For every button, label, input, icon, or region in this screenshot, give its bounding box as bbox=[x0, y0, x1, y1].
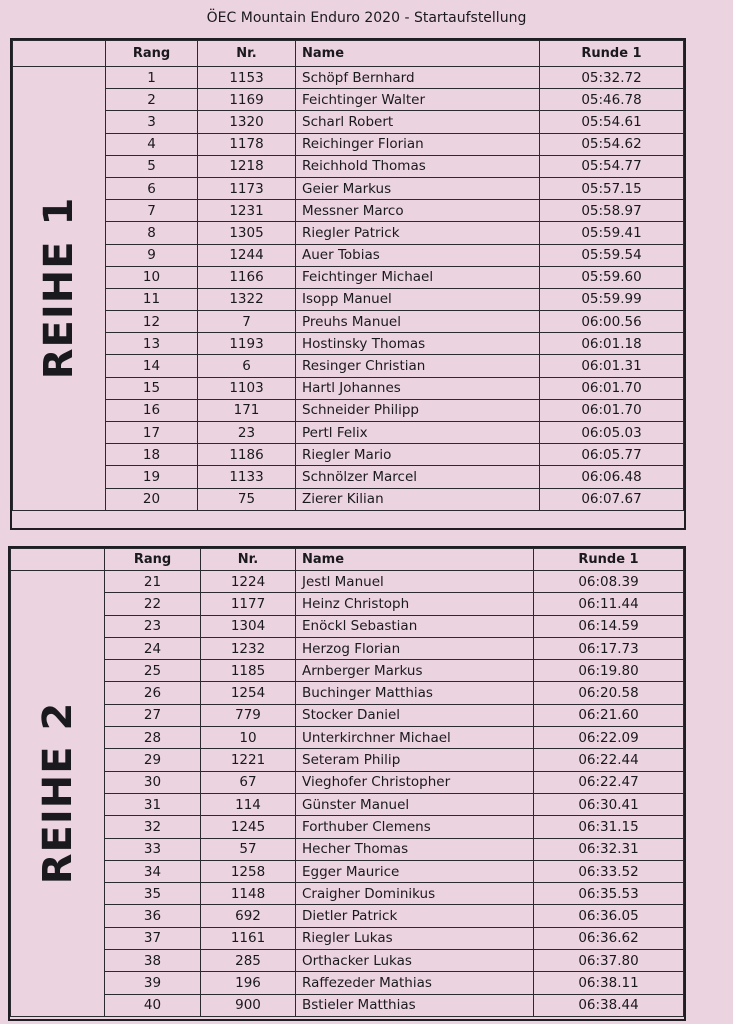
nr-cell: 1148 bbox=[201, 883, 296, 905]
group-block-2 bbox=[8, 546, 686, 1021]
nr-cell: 114 bbox=[201, 793, 296, 815]
header-rang: Rang bbox=[106, 41, 198, 67]
header-row bbox=[13, 41, 684, 67]
nr-cell: 1254 bbox=[201, 682, 296, 704]
group-label: REIHE 2 bbox=[34, 702, 81, 885]
time-cell: 06:36.05 bbox=[534, 905, 684, 927]
table-row bbox=[13, 244, 684, 266]
table-row bbox=[11, 660, 684, 682]
nr-cell: 692 bbox=[201, 905, 296, 927]
nr-cell: 1177 bbox=[201, 593, 296, 615]
table-row bbox=[11, 793, 684, 815]
name-cell: Hecher Thomas bbox=[296, 838, 534, 860]
name-cell: Forthuber Clemens bbox=[296, 816, 534, 838]
rang-cell: 36 bbox=[105, 905, 201, 927]
nr-cell: 1178 bbox=[198, 133, 296, 155]
rang-cell: 34 bbox=[105, 860, 201, 882]
nr-cell: 1153 bbox=[198, 67, 296, 89]
time-cell: 06:01.70 bbox=[540, 399, 684, 421]
name-cell: Reichhold Thomas bbox=[296, 155, 540, 177]
nr-cell: 1133 bbox=[198, 466, 296, 488]
time-cell: 06:05.77 bbox=[540, 444, 684, 466]
name-cell: Seteram Philip bbox=[296, 749, 534, 771]
table-row bbox=[13, 222, 684, 244]
rang-cell: 37 bbox=[105, 927, 201, 949]
name-cell: Riegler Patrick bbox=[296, 222, 540, 244]
table-row bbox=[13, 311, 684, 333]
header-rang: Rang bbox=[105, 549, 201, 571]
nr-cell: 6 bbox=[198, 355, 296, 377]
nr-cell: 900 bbox=[201, 994, 296, 1016]
name-cell: Orthacker Lukas bbox=[296, 950, 534, 972]
table-row bbox=[13, 422, 684, 444]
name-cell: Buchinger Matthias bbox=[296, 682, 534, 704]
nr-cell: 1186 bbox=[198, 444, 296, 466]
name-cell: Messner Marco bbox=[296, 200, 540, 222]
rang-cell: 14 bbox=[106, 355, 198, 377]
header-name: Name bbox=[296, 41, 540, 67]
table-row bbox=[11, 682, 684, 704]
rang-cell: 1 bbox=[106, 67, 198, 89]
rang-cell: 21 bbox=[105, 571, 201, 593]
rang-cell: 32 bbox=[105, 816, 201, 838]
table-row bbox=[13, 177, 684, 199]
nr-cell: 1305 bbox=[198, 222, 296, 244]
table-row bbox=[13, 133, 684, 155]
nr-cell: 1231 bbox=[198, 200, 296, 222]
name-cell: Geier Markus bbox=[296, 177, 540, 199]
rang-cell: 11 bbox=[106, 288, 198, 310]
time-cell: 06:00.56 bbox=[540, 311, 684, 333]
header-runde: Runde 1 bbox=[540, 41, 684, 67]
name-cell: Resinger Christian bbox=[296, 355, 540, 377]
rang-cell: 18 bbox=[106, 444, 198, 466]
time-cell: 05:32.72 bbox=[540, 67, 684, 89]
header-row bbox=[11, 549, 684, 571]
table-row bbox=[11, 883, 684, 905]
time-cell: 06:38.11 bbox=[534, 972, 684, 994]
nr-cell: 1173 bbox=[198, 177, 296, 199]
time-cell: 05:57.15 bbox=[540, 177, 684, 199]
name-cell: Scharl Robert bbox=[296, 111, 540, 133]
time-cell: 05:46.78 bbox=[540, 89, 684, 111]
name-cell: Riegler Lukas bbox=[296, 927, 534, 949]
rang-cell: 2 bbox=[106, 89, 198, 111]
time-cell: 06:14.59 bbox=[534, 615, 684, 637]
nr-cell: 10 bbox=[201, 727, 296, 749]
nr-cell: 1103 bbox=[198, 377, 296, 399]
results-table-1 bbox=[12, 40, 684, 511]
rang-cell: 3 bbox=[106, 111, 198, 133]
time-cell: 06:22.09 bbox=[534, 727, 684, 749]
name-cell: Unterkirchner Michael bbox=[296, 727, 534, 749]
name-cell: Reichinger Florian bbox=[296, 133, 540, 155]
table-row bbox=[13, 377, 684, 399]
table-row bbox=[11, 838, 684, 860]
name-cell: Schneider Philipp bbox=[296, 399, 540, 421]
nr-cell: 1304 bbox=[201, 615, 296, 637]
nr-cell: 1161 bbox=[201, 927, 296, 949]
nr-cell: 779 bbox=[201, 704, 296, 726]
rang-cell: 29 bbox=[105, 749, 201, 771]
nr-cell: 1218 bbox=[198, 155, 296, 177]
header-blank bbox=[11, 549, 105, 571]
table-row bbox=[13, 288, 684, 310]
table-row bbox=[13, 488, 684, 510]
table-row bbox=[13, 67, 684, 89]
time-cell: 06:32.31 bbox=[534, 838, 684, 860]
name-cell: Stocker Daniel bbox=[296, 704, 534, 726]
nr-cell: 1193 bbox=[198, 333, 296, 355]
time-cell: 06:07.67 bbox=[540, 488, 684, 510]
rang-cell: 10 bbox=[106, 266, 198, 288]
table-row bbox=[11, 927, 684, 949]
name-cell: Schöpf Bernhard bbox=[296, 67, 540, 89]
name-cell: Enöckl Sebastian bbox=[296, 615, 534, 637]
name-cell: Günster Manuel bbox=[296, 793, 534, 815]
nr-cell: 7 bbox=[198, 311, 296, 333]
nr-cell: 1258 bbox=[201, 860, 296, 882]
rang-cell: 39 bbox=[105, 972, 201, 994]
table-row bbox=[11, 905, 684, 927]
header-runde: Runde 1 bbox=[534, 549, 684, 571]
rang-cell: 17 bbox=[106, 422, 198, 444]
rang-cell: 26 bbox=[105, 682, 201, 704]
time-cell: 06:21.60 bbox=[534, 704, 684, 726]
name-cell: Feichtinger Walter bbox=[296, 89, 540, 111]
nr-cell: 1244 bbox=[198, 244, 296, 266]
rang-cell: 4 bbox=[106, 133, 198, 155]
time-cell: 05:58.97 bbox=[540, 200, 684, 222]
group-label-cell bbox=[11, 571, 105, 1017]
rang-cell: 5 bbox=[106, 155, 198, 177]
nr-cell: 196 bbox=[201, 972, 296, 994]
table-row bbox=[13, 266, 684, 288]
time-cell: 06:05.03 bbox=[540, 422, 684, 444]
rang-cell: 6 bbox=[106, 177, 198, 199]
rang-cell: 24 bbox=[105, 637, 201, 659]
nr-cell: 1169 bbox=[198, 89, 296, 111]
table-row bbox=[11, 771, 684, 793]
time-cell: 06:37.80 bbox=[534, 950, 684, 972]
name-cell: Herzog Florian bbox=[296, 637, 534, 659]
time-cell: 06:38.44 bbox=[534, 994, 684, 1016]
name-cell: Hartl Johannes bbox=[296, 377, 540, 399]
nr-cell: 171 bbox=[198, 399, 296, 421]
table-row bbox=[13, 333, 684, 355]
time-cell: 06:22.47 bbox=[534, 771, 684, 793]
time-cell: 05:59.99 bbox=[540, 288, 684, 310]
rang-cell: 19 bbox=[106, 466, 198, 488]
name-cell: Zierer Kilian bbox=[296, 488, 540, 510]
nr-cell: 1224 bbox=[201, 571, 296, 593]
time-cell: 06:01.31 bbox=[540, 355, 684, 377]
name-cell: Jestl Manuel bbox=[296, 571, 534, 593]
nr-cell: 57 bbox=[201, 838, 296, 860]
name-cell: Isopp Manuel bbox=[296, 288, 540, 310]
nr-cell: 1322 bbox=[198, 288, 296, 310]
table-row bbox=[13, 155, 684, 177]
nr-cell: 1320 bbox=[198, 111, 296, 133]
name-cell: Dietler Patrick bbox=[296, 905, 534, 927]
header-nr: Nr. bbox=[201, 549, 296, 571]
time-cell: 06:17.73 bbox=[534, 637, 684, 659]
time-cell: 06:06.48 bbox=[540, 466, 684, 488]
table-row bbox=[11, 749, 684, 771]
results-table-2 bbox=[10, 548, 684, 1017]
rang-cell: 27 bbox=[105, 704, 201, 726]
table-row bbox=[11, 860, 684, 882]
name-cell: Bstieler Matthias bbox=[296, 994, 534, 1016]
table-row bbox=[13, 200, 684, 222]
table-row bbox=[13, 399, 684, 421]
table-row bbox=[13, 89, 684, 111]
nr-cell: 285 bbox=[201, 950, 296, 972]
time-cell: 05:59.54 bbox=[540, 244, 684, 266]
name-cell: Preuhs Manuel bbox=[296, 311, 540, 333]
table-row bbox=[13, 355, 684, 377]
time-cell: 05:59.60 bbox=[540, 266, 684, 288]
name-cell: Hostinsky Thomas bbox=[296, 333, 540, 355]
rang-cell: 7 bbox=[106, 200, 198, 222]
rang-cell: 23 bbox=[105, 615, 201, 637]
name-cell: Raffezeder Mathias bbox=[296, 972, 534, 994]
rang-cell: 22 bbox=[105, 593, 201, 615]
name-cell: Arnberger Markus bbox=[296, 660, 534, 682]
time-cell: 06:20.58 bbox=[534, 682, 684, 704]
header-name: Name bbox=[296, 549, 534, 571]
table-row bbox=[11, 593, 684, 615]
time-cell: 05:54.61 bbox=[540, 111, 684, 133]
rang-cell: 13 bbox=[106, 333, 198, 355]
time-cell: 06:08.39 bbox=[534, 571, 684, 593]
time-cell: 05:54.62 bbox=[540, 133, 684, 155]
time-cell: 06:31.15 bbox=[534, 816, 684, 838]
group-block-1 bbox=[10, 38, 686, 530]
time-cell: 06:11.44 bbox=[534, 593, 684, 615]
nr-cell: 1185 bbox=[201, 660, 296, 682]
time-cell: 06:22.44 bbox=[534, 749, 684, 771]
time-cell: 06:30.41 bbox=[534, 793, 684, 815]
nr-cell: 1232 bbox=[201, 637, 296, 659]
rang-cell: 15 bbox=[106, 377, 198, 399]
rang-cell: 33 bbox=[105, 838, 201, 860]
name-cell: Auer Tobias bbox=[296, 244, 540, 266]
header-blank bbox=[13, 41, 106, 67]
name-cell: Craigher Dominikus bbox=[296, 883, 534, 905]
nr-cell: 67 bbox=[201, 771, 296, 793]
nr-cell: 1166 bbox=[198, 266, 296, 288]
rang-cell: 30 bbox=[105, 771, 201, 793]
table-row bbox=[11, 816, 684, 838]
time-cell: 06:33.52 bbox=[534, 860, 684, 882]
rang-cell: 16 bbox=[106, 399, 198, 421]
table-row bbox=[11, 994, 684, 1016]
rang-cell: 8 bbox=[106, 222, 198, 244]
rang-cell: 31 bbox=[105, 793, 201, 815]
rang-cell: 40 bbox=[105, 994, 201, 1016]
name-cell: Vieghofer Christopher bbox=[296, 771, 534, 793]
rang-cell: 25 bbox=[105, 660, 201, 682]
rang-cell: 35 bbox=[105, 883, 201, 905]
name-cell: Egger Maurice bbox=[296, 860, 534, 882]
time-cell: 05:59.41 bbox=[540, 222, 684, 244]
table-row bbox=[11, 727, 684, 749]
nr-cell: 23 bbox=[198, 422, 296, 444]
rang-cell: 28 bbox=[105, 727, 201, 749]
rang-cell: 9 bbox=[106, 244, 198, 266]
name-cell: Schnölzer Marcel bbox=[296, 466, 540, 488]
time-cell: 06:35.53 bbox=[534, 883, 684, 905]
table-row bbox=[11, 615, 684, 637]
name-cell: Heinz Christoph bbox=[296, 593, 534, 615]
header-nr: Nr. bbox=[198, 41, 296, 67]
table-row bbox=[11, 972, 684, 994]
time-cell: 06:01.18 bbox=[540, 333, 684, 355]
table-row bbox=[13, 466, 684, 488]
page-title: ÖEC Mountain Enduro 2020 - Startaufstellung bbox=[206, 10, 527, 26]
table-row bbox=[13, 444, 684, 466]
rang-cell: 12 bbox=[106, 311, 198, 333]
table-row bbox=[11, 950, 684, 972]
nr-cell: 1221 bbox=[201, 749, 296, 771]
time-cell: 06:19.80 bbox=[534, 660, 684, 682]
time-cell: 06:01.70 bbox=[540, 377, 684, 399]
group-label-cell bbox=[13, 67, 106, 511]
name-cell: Pertl Felix bbox=[296, 422, 540, 444]
rang-cell: 38 bbox=[105, 950, 201, 972]
name-cell: Riegler Mario bbox=[296, 444, 540, 466]
nr-cell: 75 bbox=[198, 488, 296, 510]
rang-cell: 20 bbox=[106, 488, 198, 510]
table-row bbox=[11, 637, 684, 659]
name-cell: Feichtinger Michael bbox=[296, 266, 540, 288]
time-cell: 05:54.77 bbox=[540, 155, 684, 177]
table-row bbox=[13, 111, 684, 133]
table-row bbox=[11, 571, 684, 593]
time-cell: 06:36.62 bbox=[534, 927, 684, 949]
group-label: REIHE 1 bbox=[36, 197, 82, 380]
table-row bbox=[11, 704, 684, 726]
nr-cell: 1245 bbox=[201, 816, 296, 838]
